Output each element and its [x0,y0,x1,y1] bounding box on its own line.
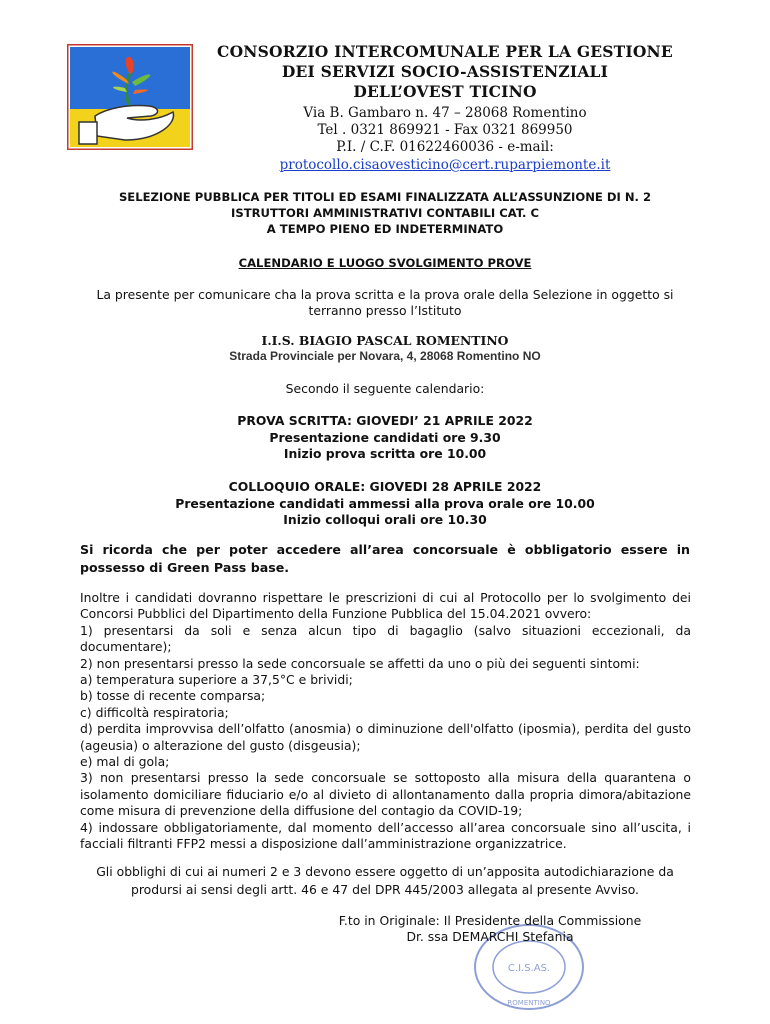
org-name-line3: DELL’OVEST TICINO [353,82,537,101]
org-phone: Tel . 0321 869921 - Fax 0321 869950 [317,122,573,138]
rule-item: 3) non presentarsi presso la sede concorsuale se sottoposto alla misura della quarantena o isolamento domiciliare fiduciario e/o al divieto di allontanamento dalla propria dimora/abitazione come misura di prevenzione della diffusione del contagio da COVID-19; [80,770,691,819]
rules-intro: Inoltre i candidati dovranno rispettare le prescrizioni di cui al Protocollo per lo svolgimento dei Concorsi Pubblici del Dipartimento della Funzione Pubblica del 15.04.2021 ovvero: [80,590,691,622]
organization-header [200,42,690,174]
rule-item: e) mal di gola; [80,754,170,770]
oral-test-block [0,479,770,529]
written-test-start: Inizio prova scritta ore 10.00 [283,446,487,461]
stamp-center-text: C.I.S.AS. [507,963,551,974]
org-email-link[interactable]: protocollo.cisaovesticino@cert.ruparpiemonte.it [279,157,611,173]
org-name-line1: CONSORZIO INTERCOMUNALE PER LA GESTIONE [217,42,673,61]
oral-test-heading: COLLOQUIO ORALE: GIOVEDI 28 APRILE 2022 [228,479,542,494]
venue-name: I.I.S. BIAGIO PASCAL ROMENTINO [261,333,509,348]
venue-street: Strada Provinciale per Novara, 4, 28068 Romentino NO [229,349,541,363]
calendar-intro: Secondo il seguente calendario: [285,381,485,396]
rule-item: 4) indossare obbligatoriamente, dal momento dell’accesso all’area concorsuale sino all’uscita, i facciali filtranti FFP2 messi a disposizione dall’amministrazione organizzatrice. [80,819,691,852]
rules-list [80,590,691,853]
org-address: Via B. Gambaro n. 47 – 28068 Romentino [303,105,587,121]
signature-line2: Dr. ssa DEMARCHI Stefania [406,929,574,944]
written-test-block [0,413,770,463]
rule-item: a) temperatura superiore a 37,5°C e brividi; [80,672,353,688]
rule-item: 1) presentarsi da soli e senza alcun tipo di bagaglio (salvo situazioni eccezionali, da documentare); [80,622,691,655]
written-test-presentation: Presentazione candidati ore 9.30 [269,429,501,445]
closing-text: Gli obblighi di cui ai numeri 2 e 3 devono essere oggetto di un’apposita autodichiarazione da prodursi ai sensi degli artt. 46 e 47 del DPR 445/2003 allegata al presente Avviso. [96,864,674,897]
oral-test-start: Inizio colloqui orali ore 10.30 [283,512,487,527]
closing-paragraph [75,863,695,899]
intro-paragraph: La presente per comunicare cha la prova scritta e la prova orale della Selezione in oggetto si terranno presso l’Istituto [96,287,674,318]
calendar-heading: CALENDARIO E LUOGO SVOLGIMENTO PROVE [238,256,532,270]
rule-item: b) tosse di recente comparsa; [80,688,266,704]
org-name-line2: DEI SERVIZI SOCIO-ASSISTENZIALI [281,62,609,81]
document-title [0,189,770,237]
green-pass-notice: Si ricorda che per poter accedere all’area concorsuale è obbligatorio essere in possesso di Green Pass base. [80,542,690,575]
consortium-logo [67,44,193,150]
stamp-ring-text: ROMENTINO [507,999,551,1007]
rule-item: c) difficoltà respiratoria; [80,704,229,720]
title-line2: ISTRUTTORI AMMINISTRATIVI CONTABILI CAT. C [231,206,539,220]
org-tax-id: P.I. / C.F. 01622460036 - e-mail: [336,139,554,155]
oral-test-presentation: Presentazione candidati ammessi alla prova orale ore 10.00 [175,495,595,511]
title-line3: A TEMPO PIENO ED INDETERMINATO [266,222,504,236]
signature-block [290,913,690,945]
signature-line1: F.to in Originale: Il Presidente della Commissione [338,913,642,928]
rule-item: d) perdita improvvisa dell’olfatto (anosmia) o diminuzione dell'olfatto (iposmia), perdita del gusto (ageusia) o alterazione del gusto (disgeusia); [80,721,691,753]
written-test-heading: PROVA SCRITTA: GIOVEDI’ 21 APRILE 2022 [237,413,533,428]
title-line1: SELEZIONE PUBBLICA PER TITOLI ED ESAMI FINALIZZATA ALL’ASSUNZIONE DI N. 2 [118,190,652,204]
rule-item: 2) non presentarsi presso la sede concorsuale se affetti da uno o più dei seguenti sintomi: [80,655,640,671]
